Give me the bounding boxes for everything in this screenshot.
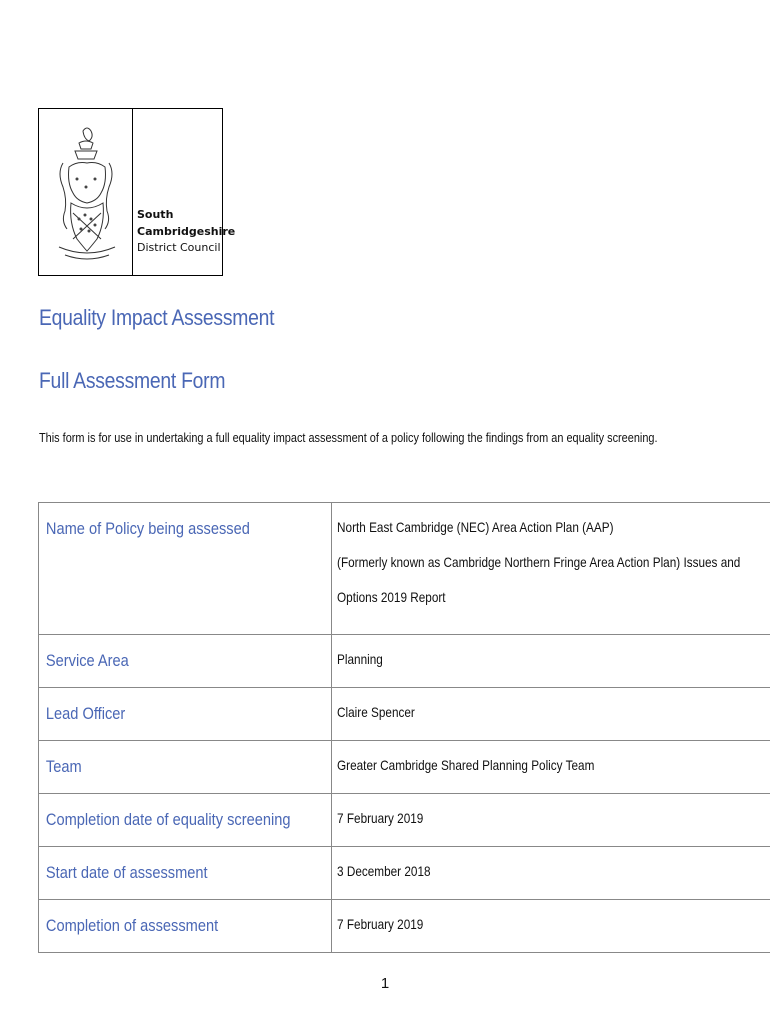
crest-icon — [39, 109, 133, 275]
council-name-line: District Council — [137, 241, 221, 254]
table-row — [39, 900, 770, 953]
page-title: Equality Impact Assessment — [39, 305, 275, 330]
row-value: 7 February 2019 — [337, 810, 424, 826]
table-row — [39, 635, 770, 688]
intro-paragraph: This form is for use in undertaking a full equality impact assessment of a policy following the findings from an equality screening. — [39, 430, 658, 445]
council-logo — [38, 108, 236, 276]
row-label: Service Area — [45, 651, 129, 670]
row-value: Planning — [337, 651, 384, 667]
assessment-details-table — [38, 502, 770, 953]
row-value: Claire Spencer — [337, 704, 416, 720]
row-label: Completion of assessment — [45, 916, 219, 935]
table-row — [39, 741, 770, 794]
page-subtitle: Full Assessment Form — [39, 368, 226, 393]
row-label: Start date of assessment — [45, 863, 208, 882]
row-value: 7 February 2019 — [337, 916, 424, 932]
council-name-line: Cambridgeshire — [137, 224, 236, 238]
row-label: Name of Policy being assessed — [45, 519, 250, 538]
row-value: Greater Cambridge Shared Planning Policy Team — [337, 757, 595, 773]
row-label: Completion date of equality screening — [45, 810, 291, 829]
row-label: Team — [45, 757, 82, 776]
page-number: 1 — [380, 975, 390, 992]
table-row — [39, 794, 770, 847]
row-label: Lead Officer — [45, 704, 126, 723]
row-value: North East Cambridge (NEC) Area Action Plan (AAP) — [337, 519, 614, 535]
council-name-line: South — [137, 208, 174, 221]
council-name — [137, 207, 235, 257]
table-row — [39, 688, 770, 741]
table-row — [39, 503, 770, 635]
table-row — [39, 847, 770, 900]
row-value-extra: (Formerly known as Cambridge Northern Fringe Area Action Plan) Issues and Options 2019 Report — [337, 554, 741, 605]
row-value: 3 December 2018 — [337, 863, 431, 879]
